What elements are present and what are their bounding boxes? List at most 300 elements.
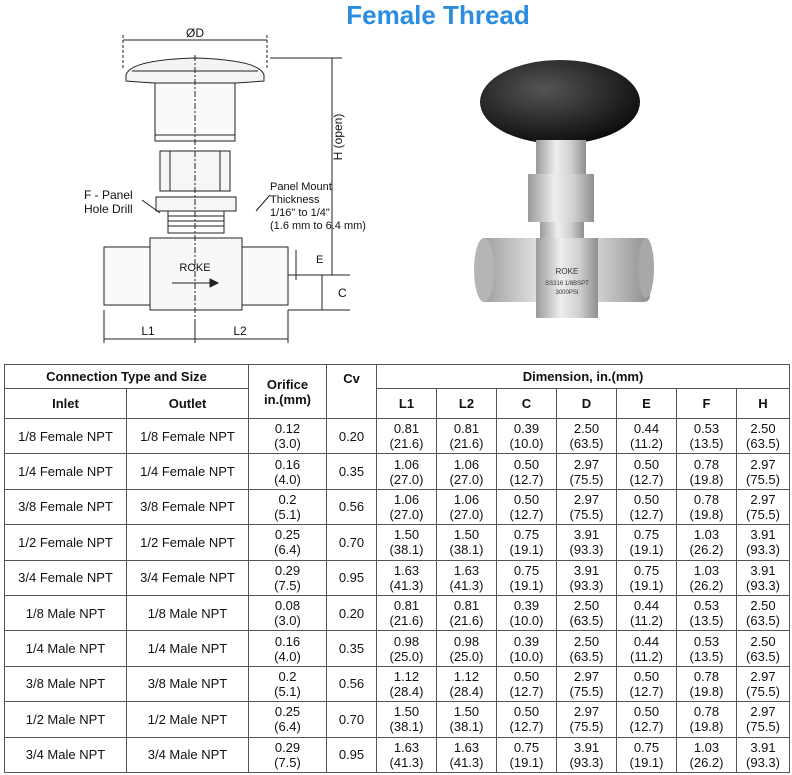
cell-outlet: 1/4 Male NPT: [127, 631, 249, 666]
dim-mm: (12.7): [509, 506, 544, 522]
photo-line2: SS316 1/8BSPT: [545, 281, 589, 287]
dim-mm: (12.7): [629, 471, 664, 487]
cell-dim-l2: [437, 595, 497, 630]
dim-mm: (41.3): [389, 754, 424, 770]
cell-dim-c: [497, 454, 557, 489]
dim-inch: 0.75: [513, 562, 540, 578]
label-f-line2: Hole Drill: [84, 202, 133, 216]
dim-mm: (75.5): [746, 471, 780, 487]
dim-mm: (13.5): [689, 613, 724, 629]
cell-dim-h: [737, 595, 790, 630]
cell-dim-d: [557, 525, 617, 560]
dim-inch: 0.50: [513, 668, 540, 684]
cell-dim-d: [557, 702, 617, 737]
dim-mm: (26.2): [689, 754, 724, 770]
cell-dim-f: [677, 489, 737, 524]
cell-dim-c: [497, 737, 557, 772]
dim-mm: (19.1): [509, 754, 544, 770]
dim-inch: 1.63: [393, 562, 420, 578]
dim-mm: (93.3): [569, 577, 604, 593]
orifice-mm: (4.0): [274, 471, 301, 487]
table-row: [5, 631, 790, 666]
cell-dim-l1: [377, 631, 437, 666]
cell-dim-e: [617, 666, 677, 701]
dim-mm: (63.5): [569, 436, 604, 452]
cell-dim-l1: [377, 560, 437, 595]
cell-orifice: [249, 419, 327, 454]
cell-cv: 0.56: [327, 666, 377, 701]
cell-outlet: 3/4 Female NPT: [127, 560, 249, 595]
dim-mm: (12.7): [629, 719, 664, 735]
photo-line3: 3000PSI: [555, 290, 579, 296]
cell-dim-h: [737, 702, 790, 737]
cell-dim-e: [617, 631, 677, 666]
dim-inch: 2.97: [750, 668, 776, 684]
dim-mm: (38.1): [389, 719, 424, 735]
dim-label-e: E: [316, 254, 324, 266]
dim-mm: (19.8): [689, 471, 724, 487]
header-dim-c: C: [497, 389, 557, 419]
dim-mm: (26.2): [689, 577, 724, 593]
cell-inlet: 3/4 Female NPT: [5, 560, 127, 595]
cell-dim-f: [677, 737, 737, 772]
cell-dim-h: [737, 489, 790, 524]
dim-inch: 0.50: [633, 456, 660, 472]
cell-dim-c: [497, 525, 557, 560]
dim-mm: (25.0): [389, 648, 424, 664]
orifice-mm: (3.0): [274, 613, 301, 629]
table-row: [5, 489, 790, 524]
dim-inch: 3.91: [750, 527, 776, 543]
table-row: [5, 737, 790, 772]
dim-inch: 0.81: [453, 598, 480, 614]
cell-inlet: 1/2 Female NPT: [5, 525, 127, 560]
dim-mm: (75.5): [569, 719, 604, 735]
table-row: [5, 419, 790, 454]
dim-inch: 0.81: [393, 598, 420, 614]
cell-dim-e: [617, 595, 677, 630]
photo-brand: ROKE: [555, 267, 579, 276]
dim-inch: 0.39: [513, 421, 540, 437]
cell-dim-h: [737, 525, 790, 560]
dim-mm: (26.2): [689, 542, 724, 558]
cell-dim-c: [497, 560, 557, 595]
cell-cv: 0.95: [327, 737, 377, 772]
cell-dim-c: [497, 666, 557, 701]
dim-label-l2: L2: [233, 324, 247, 338]
cell-cv: 0.70: [327, 525, 377, 560]
page-title: Female Thread: [346, 0, 530, 30]
spec-table-body: [5, 419, 790, 773]
table-row: [5, 666, 790, 701]
dim-inch: 3.91: [573, 739, 600, 755]
dim-inch: 1.50: [453, 527, 480, 543]
orifice-inch: 0.16: [274, 456, 301, 472]
dim-mm: (10.0): [509, 648, 544, 664]
dim-mm: (19.8): [689, 506, 724, 522]
dim-mm: (27.0): [449, 471, 484, 487]
dim-mm: (21.6): [389, 613, 424, 629]
dim-mm: (11.2): [630, 648, 663, 664]
dim-inch: 0.75: [513, 739, 540, 755]
dim-inch: 1.63: [453, 562, 480, 578]
dim-inch: 2.50: [750, 421, 776, 437]
cell-dim-d: [557, 560, 617, 595]
dim-inch: 2.50: [573, 421, 600, 437]
dim-mm: (19.1): [629, 542, 664, 558]
dim-mm: (75.5): [569, 683, 604, 699]
header-cv: Cv: [327, 365, 377, 419]
dim-inch: 0.50: [513, 704, 540, 720]
dim-inch: 0.50: [513, 491, 540, 507]
table-row: [5, 525, 790, 560]
cell-inlet: 1/4 Male NPT: [5, 631, 127, 666]
header-dim-h: H: [737, 389, 790, 419]
cell-dim-f: [677, 631, 737, 666]
dim-inch: 0.39: [513, 633, 540, 649]
orifice-mm: (6.4): [274, 719, 301, 735]
dim-inch: 3.91: [573, 562, 600, 578]
dim-inch: 1.06: [393, 491, 420, 507]
cell-dim-l1: [377, 595, 437, 630]
cell-cv: 0.70: [327, 702, 377, 737]
dim-mm: (63.5): [569, 613, 604, 629]
dim-mm: (25.0): [449, 648, 484, 664]
header-dimension: Dimension, in.(mm): [377, 365, 790, 389]
dim-inch: 0.75: [633, 739, 660, 755]
cell-dim-l1: [377, 419, 437, 454]
dim-mm: (93.3): [746, 542, 780, 558]
cell-outlet: 1/4 Female NPT: [127, 454, 249, 489]
label-f-line1: F - Panel: [84, 188, 133, 202]
dim-inch: 1.12: [393, 668, 420, 684]
cell-dim-h: [737, 560, 790, 595]
cell-dim-f: [677, 702, 737, 737]
header-dim-e: E: [617, 389, 677, 419]
cell-orifice: [249, 525, 327, 560]
cell-dim-d: [557, 595, 617, 630]
cell-dim-l2: [437, 454, 497, 489]
cell-orifice: [249, 737, 327, 772]
cell-dim-h: [737, 666, 790, 701]
dim-inch: 0.50: [633, 491, 660, 507]
header-dim-l2: L2: [437, 389, 497, 419]
cell-dim-f: [677, 560, 737, 595]
dim-inch: 0.98: [393, 633, 420, 649]
header-outlet: Outlet: [127, 389, 249, 419]
cell-dim-e: [617, 419, 677, 454]
dim-inch: 0.81: [393, 421, 420, 437]
header-inlet: Inlet: [5, 389, 127, 419]
cell-dim-l2: [437, 631, 497, 666]
cell-dim-f: [677, 454, 737, 489]
dim-mm: (75.5): [746, 683, 780, 699]
dim-inch: 1.50: [393, 704, 420, 720]
dim-mm: (93.3): [746, 754, 780, 770]
cell-inlet: 3/8 Female NPT: [5, 489, 127, 524]
dim-mm: (28.4): [449, 683, 484, 699]
dim-mm: (12.7): [629, 506, 664, 522]
dim-mm: (10.0): [509, 436, 544, 452]
cell-outlet: 1/8 Male NPT: [127, 595, 249, 630]
cell-outlet: 3/4 Male NPT: [127, 737, 249, 772]
cell-cv: 0.95: [327, 560, 377, 595]
dim-mm: (19.8): [689, 683, 724, 699]
dim-mm: (19.1): [629, 754, 664, 770]
dim-mm: (75.5): [569, 506, 604, 522]
dim-mm: (19.1): [509, 577, 544, 593]
dim-inch: 1.63: [453, 739, 480, 755]
dim-inch: 1.03: [693, 527, 720, 543]
label-panel-line2: Thickness: [270, 194, 320, 206]
cell-orifice: [249, 560, 327, 595]
dim-inch: 1.03: [693, 562, 720, 578]
dim-inch: 2.50: [573, 633, 600, 649]
dim-mm: (28.4): [389, 683, 424, 699]
dim-mm: (93.3): [569, 754, 604, 770]
cell-cv: 0.35: [327, 454, 377, 489]
cell-dim-l2: [437, 525, 497, 560]
orifice-inch: 0.25: [274, 527, 301, 543]
cell-dim-l1: [377, 525, 437, 560]
dim-inch: 0.78: [693, 704, 720, 720]
cell-outlet: 3/8 Male NPT: [127, 666, 249, 701]
cell-dim-l1: [377, 454, 437, 489]
dim-mm: (38.1): [389, 542, 424, 558]
dim-mm: (19.1): [629, 577, 664, 593]
dim-inch: 2.97: [750, 704, 776, 720]
dim-inch: 0.78: [693, 456, 720, 472]
orifice-mm: (7.5): [274, 577, 301, 593]
dim-mm: (38.1): [449, 542, 484, 558]
orifice-mm: (4.0): [274, 648, 301, 664]
header-orifice-line1: Orifice: [266, 376, 309, 392]
valve-product-photo: [440, 42, 680, 342]
cell-inlet: 1/8 Male NPT: [5, 595, 127, 630]
dim-inch: 0.81: [453, 421, 480, 437]
cell-dim-e: [617, 525, 677, 560]
cell-dim-f: [677, 595, 737, 630]
dim-inch: 3.91: [750, 562, 776, 578]
cell-dim-e: [617, 560, 677, 595]
dim-inch: 1.63: [393, 739, 420, 755]
dim-inch: 0.44: [633, 421, 660, 437]
dim-mm: (11.2): [630, 613, 663, 629]
dim-inch: 0.53: [693, 421, 720, 437]
cell-dim-l1: [377, 737, 437, 772]
cell-orifice: [249, 595, 327, 630]
cell-dim-h: [737, 737, 790, 772]
cell-dim-d: [557, 489, 617, 524]
dim-mm: (19.8): [689, 719, 724, 735]
dim-mm: (21.6): [389, 436, 424, 452]
dim-mm: (12.7): [629, 683, 664, 699]
orifice-inch: 0.29: [274, 739, 301, 755]
cell-dim-c: [497, 419, 557, 454]
table-row: [5, 595, 790, 630]
dim-inch: 2.50: [573, 598, 600, 614]
orifice-mm: (7.5): [274, 754, 301, 770]
cell-dim-c: [497, 631, 557, 666]
dim-mm: (63.5): [746, 648, 780, 664]
dim-mm: (19.1): [509, 542, 544, 558]
label-panel-line1: Panel Mount: [270, 181, 332, 193]
dim-inch: 0.44: [633, 598, 660, 614]
dim-inch: 0.75: [513, 527, 540, 543]
dim-mm: (75.5): [569, 471, 604, 487]
cell-dim-l2: [437, 489, 497, 524]
dim-inch: 2.50: [750, 598, 776, 614]
cell-dim-e: [617, 702, 677, 737]
cell-dim-l2: [437, 702, 497, 737]
dim-mm: (13.5): [689, 436, 724, 452]
cell-outlet: 3/8 Female NPT: [127, 489, 249, 524]
header-connection-type: Connection Type and Size: [5, 365, 249, 389]
cell-dim-f: [677, 525, 737, 560]
dim-mm: (75.5): [746, 719, 780, 735]
dim-inch: 0.50: [513, 456, 540, 472]
dim-inch: 0.78: [693, 491, 720, 507]
cell-dim-l2: [437, 419, 497, 454]
cell-dim-d: [557, 666, 617, 701]
table-row: [5, 454, 790, 489]
dim-inch: 0.39: [513, 598, 540, 614]
cell-dim-e: [617, 737, 677, 772]
dim-inch: 0.53: [693, 598, 720, 614]
dim-mm: (41.3): [389, 577, 424, 593]
dim-inch: 0.44: [633, 633, 660, 649]
dim-inch: 0.98: [453, 633, 480, 649]
orifice-inch: 0.08: [274, 598, 301, 614]
cell-cv: 0.20: [327, 595, 377, 630]
orifice-inch: 0.29: [274, 562, 301, 578]
dim-inch: 1.06: [393, 456, 420, 472]
dim-mm: (93.3): [569, 542, 604, 558]
cell-cv: 0.35: [327, 631, 377, 666]
orifice-inch: 0.12: [274, 421, 301, 437]
cell-dim-d: [557, 419, 617, 454]
orifice-inch: 0.2: [278, 668, 297, 684]
dim-mm: (21.6): [449, 613, 484, 629]
cell-dim-h: [737, 454, 790, 489]
cell-dim-l2: [437, 737, 497, 772]
dim-inch: 1.03: [693, 739, 720, 755]
header-dim-d: D: [557, 389, 617, 419]
cell-dim-l1: [377, 489, 437, 524]
dim-mm: (41.3): [449, 577, 484, 593]
cell-orifice: [249, 702, 327, 737]
cell-dim-l2: [437, 560, 497, 595]
dim-mm: (93.3): [746, 577, 780, 593]
spec-table: [4, 364, 790, 773]
dim-inch: 2.97: [573, 456, 600, 472]
cell-dim-d: [557, 454, 617, 489]
dim-inch: 2.97: [750, 491, 776, 507]
dim-inch: 1.06: [453, 456, 480, 472]
dim-inch: 0.78: [693, 668, 720, 684]
cell-outlet: 1/2 Male NPT: [127, 702, 249, 737]
dim-inch: 1.50: [393, 527, 420, 543]
dim-inch: 1.12: [453, 668, 480, 684]
cell-cv: 0.20: [327, 419, 377, 454]
cell-dim-d: [557, 631, 617, 666]
orifice-mm: (5.1): [274, 506, 301, 522]
dim-mm: (10.0): [509, 613, 544, 629]
dim-inch: 2.97: [750, 456, 776, 472]
orifice-inch: 0.25: [274, 704, 301, 720]
dim-label-h: H (open): [331, 113, 345, 161]
dim-inch: 0.53: [693, 633, 720, 649]
dim-mm: (12.7): [509, 683, 544, 699]
dim-inch: 1.06: [453, 491, 480, 507]
orifice-mm: (3.0): [274, 436, 301, 452]
cell-dim-c: [497, 489, 557, 524]
valve-dimension-drawing: [60, 25, 400, 347]
cell-inlet: 3/8 Male NPT: [5, 666, 127, 701]
dim-inch: 3.91: [573, 527, 600, 543]
body-brand: ROKE: [179, 262, 211, 274]
cell-outlet: 1/2 Female NPT: [127, 525, 249, 560]
cell-dim-c: [497, 702, 557, 737]
orifice-mm: (5.1): [274, 683, 301, 699]
dim-mm: (63.5): [746, 613, 780, 629]
cell-outlet: 1/8 Female NPT: [127, 419, 249, 454]
cell-dim-f: [677, 419, 737, 454]
cell-inlet: 1/2 Male NPT: [5, 702, 127, 737]
cell-dim-h: [737, 631, 790, 666]
dim-mm: (38.1): [449, 719, 484, 735]
dim-label-c: C: [338, 286, 347, 300]
dim-label-d: ØD: [186, 26, 204, 40]
table-row: [5, 702, 790, 737]
dim-mm: (27.0): [389, 471, 424, 487]
cell-cv: 0.56: [327, 489, 377, 524]
cell-dim-h: [737, 419, 790, 454]
dim-inch: 2.97: [573, 491, 600, 507]
dim-inch: 2.50: [750, 633, 776, 649]
cell-orifice: [249, 489, 327, 524]
dim-mm: (63.5): [746, 436, 780, 452]
dim-inch: 1.50: [453, 704, 480, 720]
cell-dim-e: [617, 489, 677, 524]
header-orifice-line2: in.(mm): [264, 391, 311, 407]
orifice-inch: 0.16: [274, 633, 301, 649]
cell-inlet: 3/4 Male NPT: [5, 737, 127, 772]
cell-dim-d: [557, 737, 617, 772]
dim-inch: 2.97: [573, 704, 600, 720]
cell-orifice: [249, 454, 327, 489]
dim-mm: (75.5): [746, 506, 780, 522]
orifice-mm: (6.4): [274, 542, 301, 558]
dim-mm: (27.0): [449, 506, 484, 522]
dim-mm: (21.6): [449, 436, 484, 452]
cell-dim-f: [677, 666, 737, 701]
header-dim-f: F: [677, 389, 737, 419]
label-panel-line3: 1/16" to 1/4": [270, 207, 330, 219]
header-dim-l1: L1: [377, 389, 437, 419]
dim-inch: 0.50: [633, 704, 660, 720]
dim-mm: (27.0): [389, 506, 424, 522]
dim-mm: (13.5): [689, 648, 724, 664]
dim-mm: (12.7): [509, 719, 544, 735]
orifice-inch: 0.2: [278, 491, 297, 507]
cell-inlet: 1/4 Female NPT: [5, 454, 127, 489]
table-row: [5, 560, 790, 595]
dim-mm: (12.7): [509, 471, 544, 487]
dim-inch: 0.50: [633, 668, 660, 684]
cell-dim-l1: [377, 666, 437, 701]
cell-inlet: 1/8 Female NPT: [5, 419, 127, 454]
